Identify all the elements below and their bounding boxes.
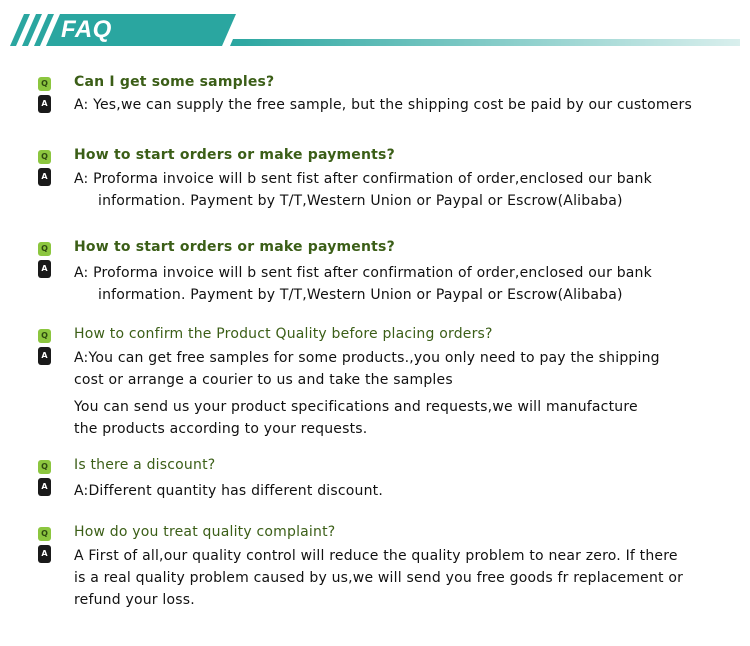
- answer-badge: A: [38, 95, 51, 113]
- answer-badge: A: [38, 168, 51, 186]
- answer-line: cost or arrange a courier to us and take the samples: [74, 372, 453, 388]
- header-rule: [230, 39, 740, 46]
- faq-answer: [74, 347, 660, 440]
- faq-answer: [74, 168, 652, 212]
- faq-question: Can I get some samples?: [74, 74, 275, 90]
- faq-question: How do you treat quality complaint?: [74, 524, 336, 540]
- answer-line: A:You can get free samples for some products.,you only need to pay the shipping: [74, 350, 660, 366]
- answer-line: A: Proforma invoice will b sent fist after confirmation of order,enclosed our bank: [74, 171, 652, 187]
- answer-line: A:Different quantity has different discount.: [74, 483, 384, 499]
- answer-line: A First of all,our quality control will reduce the quality problem to near zero. If there: [74, 548, 678, 564]
- faq-question: Is there a discount?: [74, 457, 216, 473]
- faq-header: [0, 0, 750, 60]
- answer-line: information. Payment by T/T,Western Union or Paypal or Escrow(Alibaba): [98, 193, 623, 209]
- answer-line: A: Proforma invoice will b sent fist after confirmation of order,enclosed our bank: [74, 265, 652, 281]
- answer-line: the products according to your requests.: [74, 421, 368, 437]
- answer-badge: A: [38, 260, 51, 278]
- faq-answer: [74, 94, 692, 116]
- faq-title: FAQ: [61, 16, 112, 43]
- answer-badge: A: [38, 545, 51, 563]
- question-badge: Q: [38, 527, 51, 541]
- answer-line: information. Payment by T/T,Western Union or Paypal or Escrow(Alibaba): [98, 287, 623, 303]
- answer-badge: A: [38, 347, 51, 365]
- faq-question: How to start orders or make payments?: [74, 239, 395, 255]
- faq-question: How to confirm the Product Quality before placing orders?: [74, 326, 493, 342]
- answer-badge: A: [38, 478, 51, 496]
- answer-line: refund your loss.: [74, 592, 195, 608]
- question-badge: Q: [38, 77, 51, 91]
- answer-line: is a real quality problem caused by us,we will send you free goods fr replacement or: [74, 570, 684, 586]
- question-badge: Q: [38, 329, 51, 343]
- faq-question: How to start orders or make payments?: [74, 147, 395, 163]
- faq-answer: [74, 262, 652, 306]
- faq-answer: [74, 480, 383, 502]
- question-badge: Q: [38, 460, 51, 474]
- question-badge: Q: [38, 150, 51, 164]
- answer-line: A: Yes,we can supply the free sample, but the shipping cost be paid by our customers: [74, 97, 692, 113]
- question-badge: Q: [38, 242, 51, 256]
- answer-line: You can send us your product specifications and requests,we will manufacture: [74, 399, 638, 415]
- faq-answer: [74, 545, 683, 611]
